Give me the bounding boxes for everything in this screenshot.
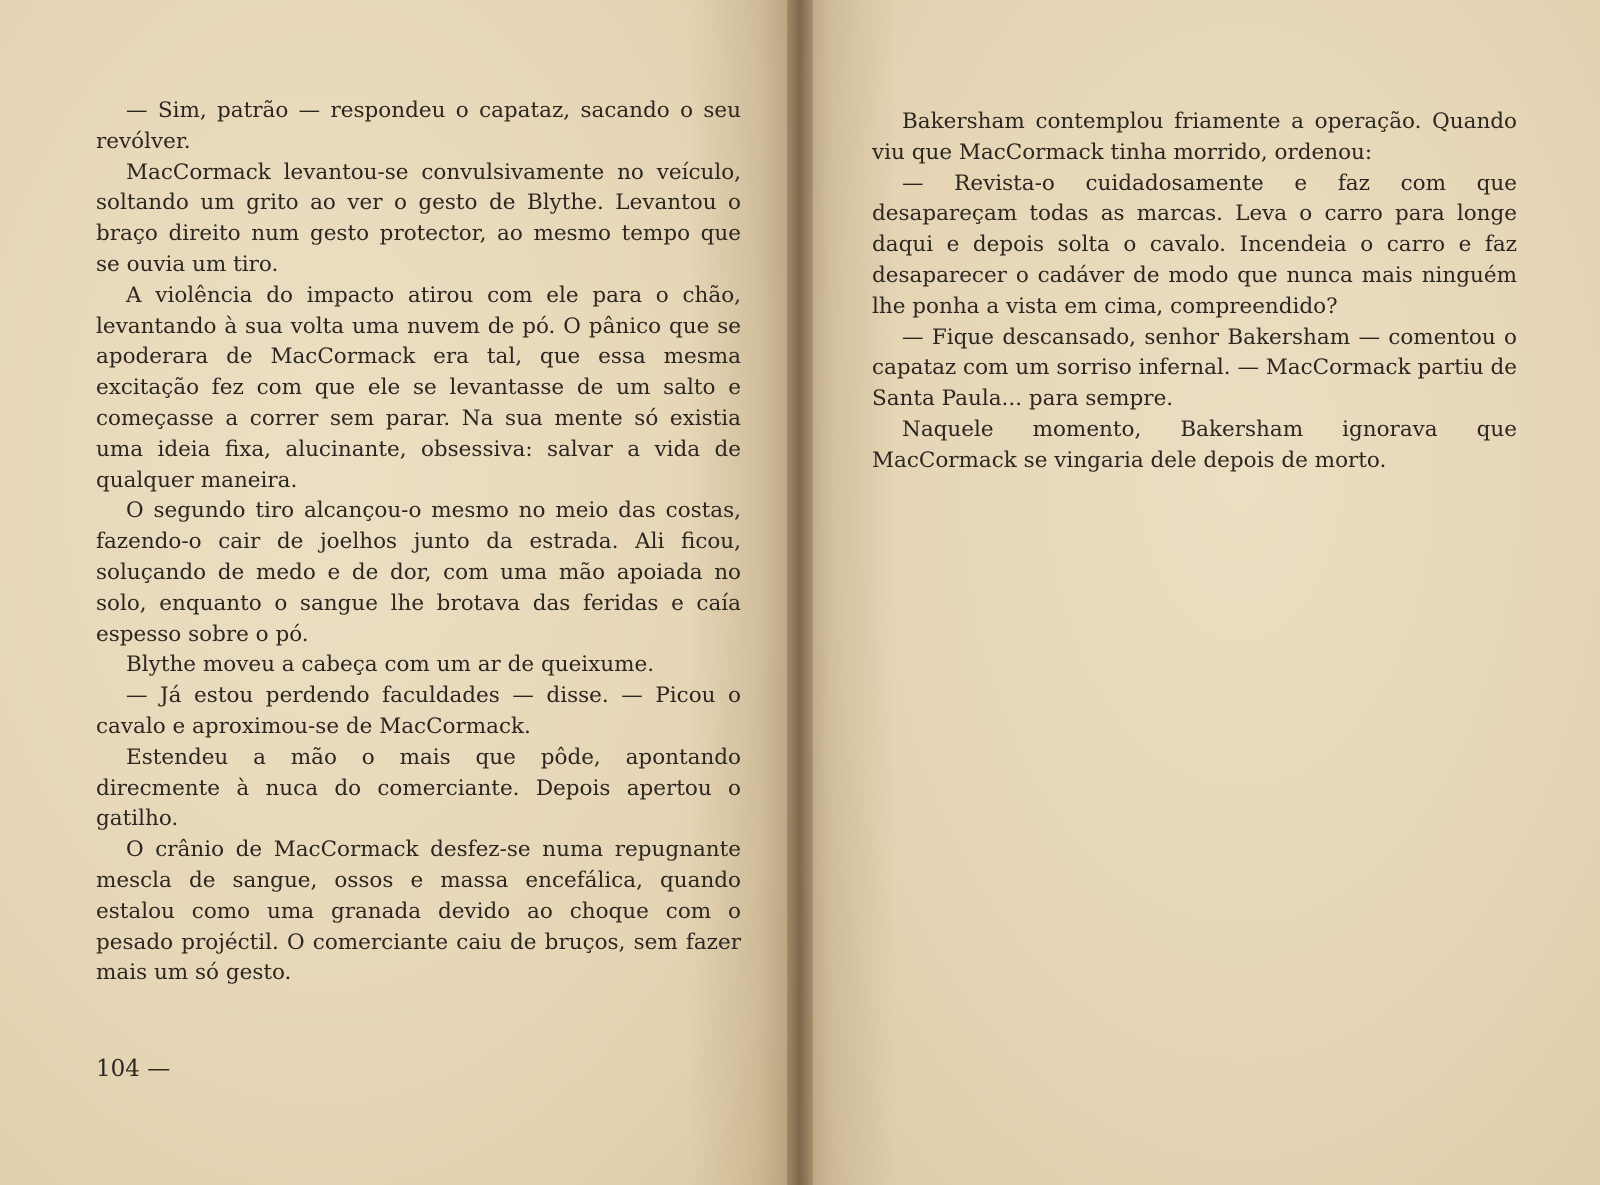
paragraph: — Fique descansado, senhor Bakersham — comentou o capataz com um sorriso infernal. — MacCormack partiu de Santa Paula... para sempre. xyxy=(872,324,1517,412)
paragraph: — Sim, patrão — respondeu o capataz, sacando o seu revólver. xyxy=(96,98,741,154)
book-gutter xyxy=(787,0,813,1185)
paragraph: — Já estou perdendo faculdades — disse. — Picou o cavalo e aproximou-se de MacCormack. xyxy=(96,683,741,739)
paragraph: Blythe moveu a cabeça com um ar de queixume. xyxy=(126,652,655,678)
paragraph: — Revista-o cuidadosamente e faz com que desapareçam todas as marcas. Leva o carro para longe daqui e depois solta o cavalo. Incendeia o carro e faz desaparecer o cadáver de modo que nunca mais ninguém lhe ponha a vista em cima, compreendido? xyxy=(872,170,1517,319)
left-page-text xyxy=(96,96,741,989)
paragraph: O crânio de MacCormack desfez-se numa repugnante mescla de sangue, ossos e massa encefálica, quando estalou como uma granada devido ao choque com o pesado projéctil. O comerciante caiu de bruços, sem fazer mais um só gesto. xyxy=(96,837,741,986)
page-number: 104 — xyxy=(96,1056,171,1082)
paragraph: O segundo tiro alcançou-o mesmo no meio das costas, fazendo-o cair de joelhos junto da estrada. Ali ficou, soluçando de medo e de dor, com uma mão apoiada no solo, enquanto o sangue lhe brotava das feridas e caía espesso sobre o pó. xyxy=(96,498,741,647)
right-page-text xyxy=(872,107,1517,477)
right-page xyxy=(800,0,1600,1185)
paragraph: Naquele momento, Bakersham ignorava que MacCormack se vingaria dele depois de morto. xyxy=(872,416,1517,473)
paragraph: MacCormack levantou-se convulsivamente no veículo, soltando um grito ao ver o gesto de Blythe. Levantou o braço direito num gesto protector, ao mesmo tempo que se ouvia um tiro. xyxy=(96,159,741,277)
paragraph: A violência do impacto atirou com ele para o chão, levantando à sua volta uma nuvem de pó. O pânico que se apoderara de MacCormack era tal, que essa mesma excitação fez com que ele se levantasse de um salto e começasse a correr sem parar. Na sua mente só existia uma ideia fixa, alucinante, obsessiva: salvar a vida de qualquer maneira. xyxy=(96,282,741,493)
paragraph: Estendeu a mão o mais que pôde, apontando direcmente à nuca do comerciante. Depois apertou o gatilho. xyxy=(96,744,741,832)
paragraph: Bakersham contemplou friamente a operação. Quando viu que MacCormack tinha morrido, ordenou: xyxy=(872,109,1517,165)
